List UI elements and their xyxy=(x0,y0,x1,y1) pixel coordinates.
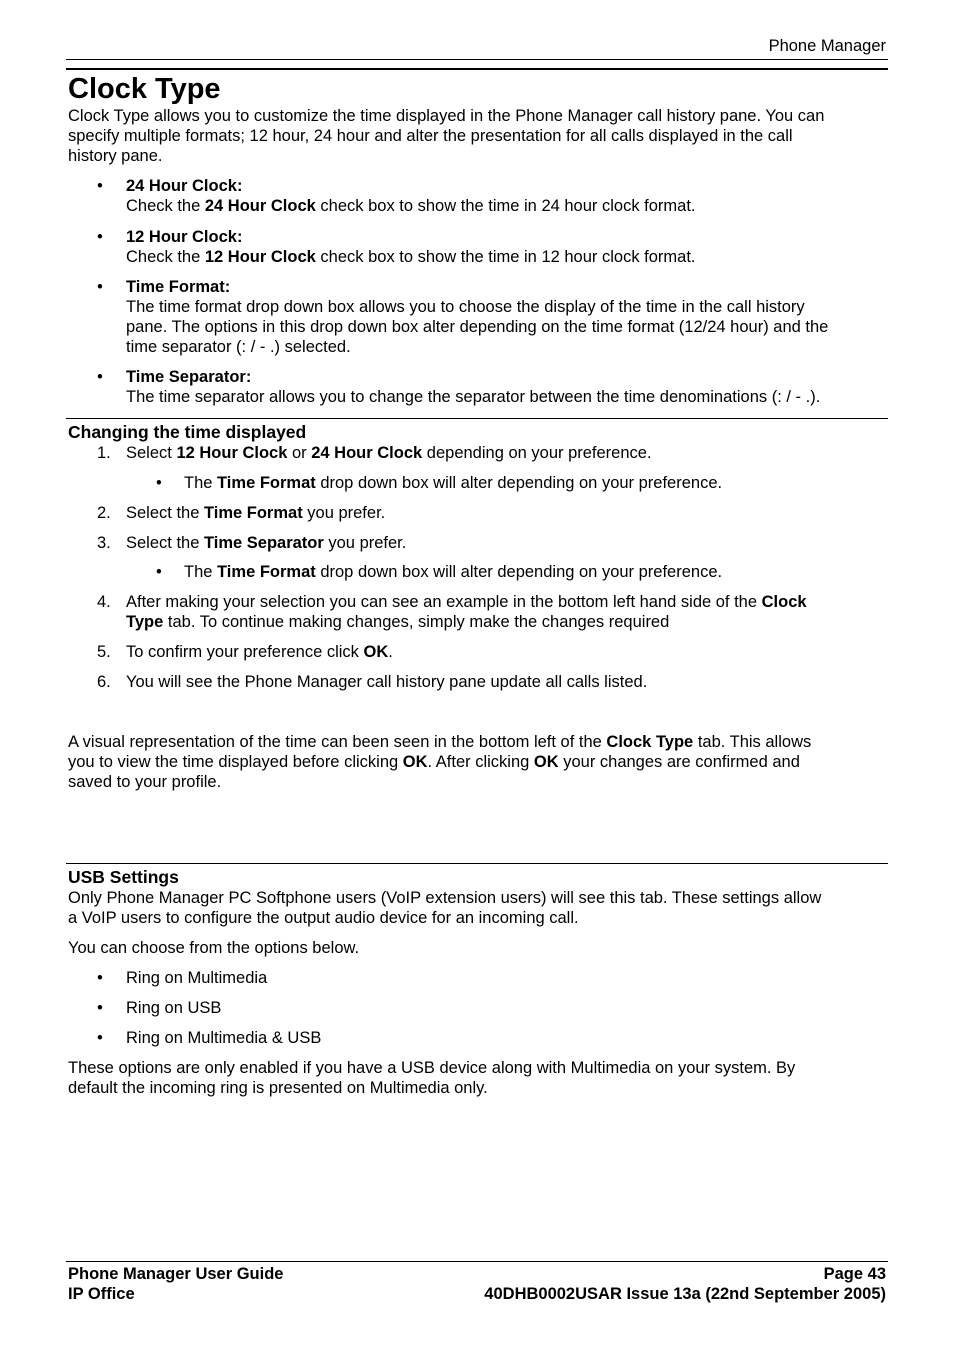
usb-choose: You can choose from the options below. xyxy=(68,939,360,957)
step-text: You will see the Phone Manager call history pane update all calls listed. xyxy=(126,673,648,691)
section-rule xyxy=(66,418,888,419)
step-number: 4. xyxy=(97,593,111,611)
step-3-note xyxy=(184,562,884,582)
para-text: your changes are confirmed and xyxy=(558,753,800,771)
option-text: The time format drop down box allows you to choose the display of the time in the call history xyxy=(126,298,805,316)
intro-line-1: Clock Type allows you to customize the time displayed in the Phone Manager call history pane. You can xyxy=(68,107,825,125)
para-bold: Clock Type xyxy=(606,733,694,751)
para-text: . After clicking xyxy=(427,753,534,771)
intro-line-2: specify multiple formats; 12 hour, 24 hour and alter the presentation for all calls displayed in the call xyxy=(68,127,793,145)
step-text: or xyxy=(287,444,312,462)
usb-option: Ring on Multimedia xyxy=(126,969,268,987)
step-number: 5. xyxy=(97,643,111,661)
step-number: 1. xyxy=(97,444,111,462)
para-bold: OK xyxy=(402,753,428,771)
step-bold: Time Separator xyxy=(203,534,324,552)
step-bold: Time Format xyxy=(203,504,303,522)
step-text: Select the xyxy=(126,534,204,552)
option-bold: 24 Hour Clock xyxy=(204,197,316,215)
footer-guide-title: Phone Manager User Guide xyxy=(68,1265,284,1283)
step-number: 2. xyxy=(97,504,111,522)
step-number: 6. xyxy=(97,673,111,691)
note-text: drop down box will alter depending on your preference. xyxy=(315,474,723,492)
visual-paragraph xyxy=(68,732,888,792)
option-bold: 12 Hour Clock xyxy=(204,248,316,266)
step-1 xyxy=(126,443,886,463)
footer-page-number: Page 43 xyxy=(823,1265,886,1283)
step-text: Select the xyxy=(126,504,204,522)
usb-outro-2: default the incoming ring is presented on Multimedia only. xyxy=(68,1079,488,1097)
step-text: you prefer. xyxy=(323,534,407,552)
step-6 xyxy=(126,672,886,692)
option-time-format xyxy=(126,277,886,357)
option-text: Check the xyxy=(126,197,205,215)
step-text: To confirm your preference click xyxy=(126,643,364,661)
para-bold: OK xyxy=(533,753,559,771)
bullet-icon: • xyxy=(156,474,162,492)
note-text: drop down box will alter depending on your preference. xyxy=(315,563,723,581)
running-header: Phone Manager xyxy=(768,37,886,55)
note-text: The xyxy=(184,563,218,581)
step-text: . xyxy=(388,643,393,661)
step-text: you prefer. xyxy=(302,504,386,522)
step-bold: 24 Hour Clock xyxy=(311,444,423,462)
step-text: depending on your preference. xyxy=(422,444,652,462)
option-term: 12 Hour Clock: xyxy=(126,228,243,246)
note-bold: Time Format xyxy=(217,474,316,492)
usb-option: Ring on Multimedia & USB xyxy=(126,1029,322,1047)
intro-line-3: history pane. xyxy=(68,147,163,165)
bullet-icon: • xyxy=(97,969,103,987)
option-term: Time Separator: xyxy=(126,368,252,386)
header-rule-thick xyxy=(66,68,888,70)
step-text: After making your selection you can see an example in the bottom left hand side of the xyxy=(126,593,762,611)
option-text: pane. The options in this drop down box alter depending on the time format (12/24 hour) and the xyxy=(126,318,829,336)
step-2 xyxy=(126,503,886,523)
bullet-icon: • xyxy=(97,368,103,386)
step-4 xyxy=(126,592,886,632)
page-title: Clock Type xyxy=(68,73,221,105)
option-term: 24 Hour Clock: xyxy=(126,177,243,195)
step-bold: OK xyxy=(363,643,389,661)
step-number: 3. xyxy=(97,534,111,552)
usb-intro-2: a VoIP users to configure the output audio device for an incoming call. xyxy=(68,909,579,927)
option-text: The time separator allows you to change the separator between the time denominations (: / - .). xyxy=(126,388,821,406)
option-text: check box to show the time in 12 hour clock format. xyxy=(315,248,696,266)
note-bold: Time Format xyxy=(217,563,316,581)
usb-intro-1: Only Phone Manager PC Softphone users (VoIP extension users) will see this tab. These settings allow xyxy=(68,889,822,907)
step-1-note xyxy=(184,473,884,493)
step-text: tab. To continue making changes, simply make the changes required xyxy=(163,613,670,631)
usb-option: Ring on USB xyxy=(126,999,222,1017)
option-text: Check the xyxy=(126,248,205,266)
option-term: Time Format: xyxy=(126,278,231,296)
option-12-hour xyxy=(126,227,886,267)
bullet-icon: • xyxy=(97,177,103,195)
usb-outro-1: These options are only enabled if you have a USB device along with Multimedia on your system. By xyxy=(68,1059,796,1077)
para-text: tab. This allows xyxy=(693,733,812,751)
option-24-hour xyxy=(126,176,886,216)
step-bold: 12 Hour Clock xyxy=(176,444,288,462)
section-heading-changing: Changing the time displayed xyxy=(68,422,307,442)
step-text: Select xyxy=(126,444,177,462)
step-bold: Clock xyxy=(761,593,807,611)
option-text: check box to show the time in 24 hour clock format. xyxy=(315,197,696,215)
footer-issue: 40DHB0002USAR Issue 13a (22nd September 2005) xyxy=(484,1285,886,1303)
bullet-icon: • xyxy=(156,563,162,581)
footer-rule xyxy=(66,1261,888,1262)
note-text: The xyxy=(184,474,218,492)
bullet-icon: • xyxy=(97,1029,103,1047)
header-rule-thin xyxy=(66,59,888,60)
option-time-separator xyxy=(126,367,886,407)
section-heading-usb: USB Settings xyxy=(68,867,179,887)
option-text: time separator (: / - .) selected. xyxy=(126,338,351,356)
para-text: you to view the time displayed before clicking xyxy=(68,753,403,771)
step-5 xyxy=(126,642,886,662)
section-rule xyxy=(66,863,888,864)
footer-product: IP Office xyxy=(68,1285,135,1303)
bullet-icon: • xyxy=(97,999,103,1017)
bullet-icon: • xyxy=(97,228,103,246)
bullet-icon: • xyxy=(97,278,103,296)
step-3 xyxy=(126,533,886,553)
para-text: saved to your profile. xyxy=(68,773,222,791)
para-text: A visual representation of the time can been seen in the bottom left of the xyxy=(68,733,607,751)
step-bold: Type xyxy=(126,613,164,631)
